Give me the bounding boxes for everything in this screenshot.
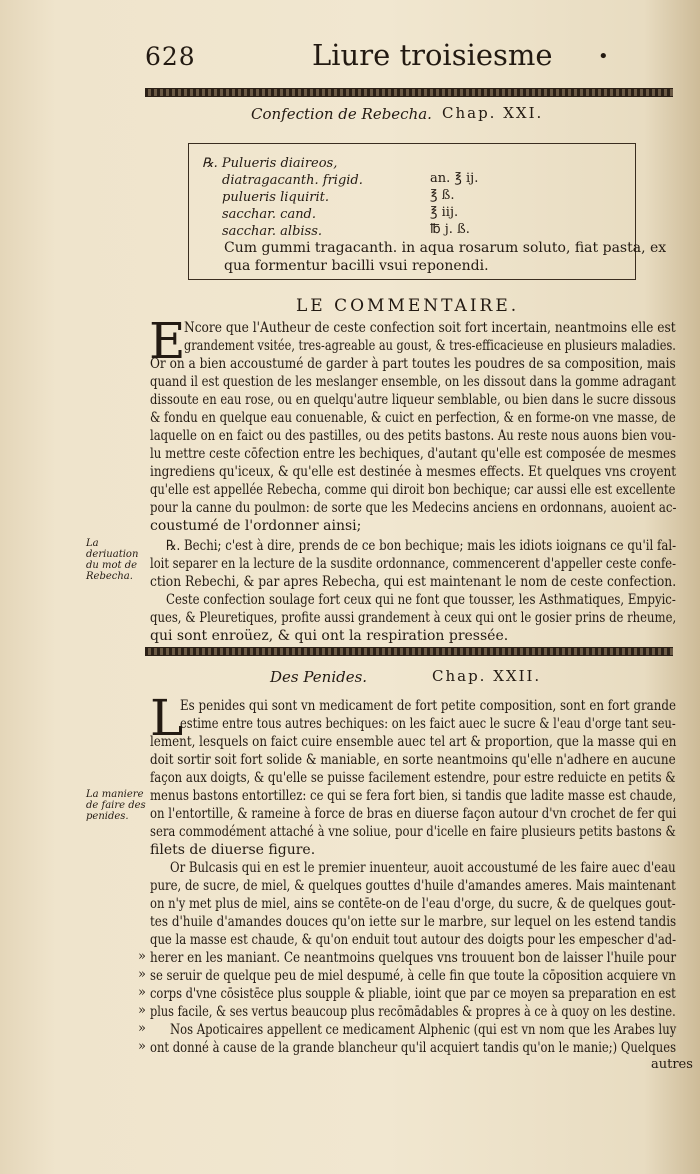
catchword: autres (651, 1057, 693, 1072)
margin-note: La deriuation du mot de Rebecha. (86, 538, 139, 582)
quote-mark: » (138, 1021, 146, 1036)
commentary-heading: LE COMMENTAIRE. (296, 296, 520, 316)
drop-cap: E (149, 312, 186, 370)
margin-note: La maniere de faire des penides. (86, 789, 146, 822)
recipe-ingredient: pulueris liquirit. (222, 190, 329, 205)
ornamental-rule (145, 647, 673, 656)
text-line: laquelle on en faict ou des pastilles, ou des petits bastons. Au reste nous auons bien vou- (150, 428, 676, 444)
text-line: ingrediens qu'iceux, & qu'elle est destinée à mesmes effects. Et quelques vns croyent (150, 464, 677, 480)
text-line: Nos Apoticaires appellent ce medicament Alphenic (qui est vn nom que les Arabes luy (170, 1022, 677, 1038)
text-line: filets de diuerse figure. (150, 842, 316, 858)
recipe-amount: ℥ iij. (430, 205, 459, 220)
text-line: qu'elle est appellée Rebecha, comme qui diroit bon bechique; car aussi elle est excellente (150, 482, 676, 498)
running-title: Liure troisiesme (312, 38, 553, 72)
text-line: dissoute en eau rose, ou en quelqu'autre liqueur semblable, ou bien dans le sucre dissous (150, 392, 676, 408)
header-dot: • (598, 46, 609, 67)
recipe-ingredient: sacchar. albiss. (222, 224, 323, 239)
text-line: Or Bulcasis qui en est le premier inuenteur, auoit accoustumé de les faire auec d'eau (170, 860, 676, 876)
chapter-22-label: Chap. XXII. (432, 667, 542, 685)
text-line: doit sortir soit fort solide & maniable, en sorte neantmoins qu'elle n'adhere en aucune (150, 752, 676, 768)
recipe-amount: ℥ ß. (430, 188, 455, 203)
quote-mark: » (138, 1039, 146, 1054)
text-line: pure, de sucre, de miel, & quelques gouttes d'huile d'amandes ameres. Mais maintenant (150, 878, 676, 894)
text-line: on l'entortille, & rameine à force de bras en diuerse façon autour d'vn crochet de fer qui (150, 806, 677, 822)
text-line: grandement vsitée, tres-agreable au goust, & tres-efficacieuse en plusieurs maladies. (184, 338, 676, 354)
text-line: Or on a bien accoustumé de garder à part toutes les poudres de sa composition, mais (150, 356, 676, 372)
ornamental-rule (145, 88, 673, 97)
text-line: on n'y met plus de miel, ains se contēte-on de l'eau d'orge, du sucre, & de quelques gout- (150, 896, 676, 912)
text-line: pour la canne du poulmon: de sorte que les Medecins anciens en ordonnans, auoient ac- (150, 500, 677, 516)
text-line: lement, lesquels on faict cuire ensemble auec tel art & proportion, que la masse qui en (150, 734, 677, 750)
text-line: corps d'vne cōsistēce plus soupple & pliable, ioint que par ce moyen sa preparation en est (150, 986, 676, 1002)
text-line: qui sont enroüez, & qui ont la respiration pressée. (150, 628, 509, 644)
recipe-amount: an. ℥ ij. (430, 171, 479, 186)
text-line: lu mettre ceste cōfection entre les bechiques, d'autant qu'elle est composée de mesmes (150, 446, 677, 462)
text-line: ques, & Pleuretiques, profite aussi grandement à ceux qui ont le gosier prins de rheume, (150, 610, 677, 626)
text-line: ont donné à cause de la grande blancheur qu'il acquiert tandis qu'on le manie;) Quelques (150, 1040, 677, 1056)
quote-mark: » (138, 985, 146, 1000)
text-line: Ncore que l'Autheur de ceste confection soit fort incertain, neantmoins elle est (184, 320, 676, 336)
text-line: Ceste confection soulage fort ceux qui ne font que tousser, les Asthmatiques, Empyic- (166, 592, 676, 608)
text-line: menus bastons entortillez: ce qui se fera fort bien, si tandis que ladite masse est chaude, (150, 788, 677, 804)
text-line: estime entre tous autres bechiques: on les faict auec le sucre & l'eau d'orge tant seu- (180, 716, 676, 732)
text-line: plus facile, & ses vertus beaucoup plus recōmādables & propres à ce à quoy on les destine. (150, 1004, 676, 1020)
text-line: coustumé de l'ordonner ainsi; (150, 518, 362, 534)
text-line: herer en les maniant. Ce neantmoins quelques vns trouuent bon de laisser l'huile pour (150, 950, 677, 966)
text-line: ℞. Bechi; c'est à dire, prends de ce bon bechique; mais les idiots ioignans ce qu'il fal- (166, 538, 677, 554)
quote-mark: » (138, 1003, 146, 1018)
chapter-22-title: Des Penides. (270, 668, 368, 686)
chapter-21-label: Chap. XXI. (442, 104, 544, 122)
recipe-ingredient: ℞. Pulueris diaireos, (202, 156, 338, 171)
page-number: 628 (145, 42, 196, 71)
chapter-21-title: Confection de Rebecha. (251, 105, 432, 123)
recipe-text: qua formentur bacilli vsui reponendi. (224, 258, 489, 274)
text-line: quand il est question de les meslanger ensemble, on les dissout dans la gomme adragant (150, 374, 676, 390)
text-line: sera commodément attaché à vne soliue, pour d'icelle en faire plusieurs petits bastons & (150, 824, 676, 840)
recipe-text: Cum gummi tragacanth. in aqua rosarum soluto, fiat pasta, ex (224, 240, 667, 256)
text-line: & fondu en quelque eau conuenable, & cuict en perfection, & en forme-on vne masse, de (150, 410, 676, 426)
text-line: Es penides qui sont vn medicament de fort petite composition, sont en fort grande (180, 698, 676, 714)
text-line: ction Rebechi, & par apres Rebecha, qui est maintenant le nom de ceste confection. (150, 574, 677, 590)
text-line: tes d'huile d'amandes douces qu'on iette sur le marbre, sur lequel on les estend tandis (150, 914, 677, 930)
quote-mark: » (138, 967, 146, 982)
recipe-ingredient: sacchar. cand. (222, 207, 317, 222)
recipe-ingredient: diatragacanth. frigid. (222, 173, 363, 188)
text-line: loit separer en la lecture de la susdite ordonnance, commencerent d'appeller ceste confe- (150, 556, 677, 572)
quote-mark: » (138, 949, 146, 964)
drop-cap: L (150, 689, 184, 747)
text-line: se seruir de quelque peu de miel despumé, à celle fin que toute la cōposition acquiere vn (150, 968, 676, 984)
text-line: que la masse est chaude, & qu'on enduit tout autour des doigts pour les empescher d'ad- (150, 932, 677, 948)
text-line: façon aux doigts, & qu'elle se puisse facilement estendre, pour estre reduicte en petits & (150, 770, 676, 786)
recipe-amount: ℔ j. ß. (430, 222, 470, 237)
